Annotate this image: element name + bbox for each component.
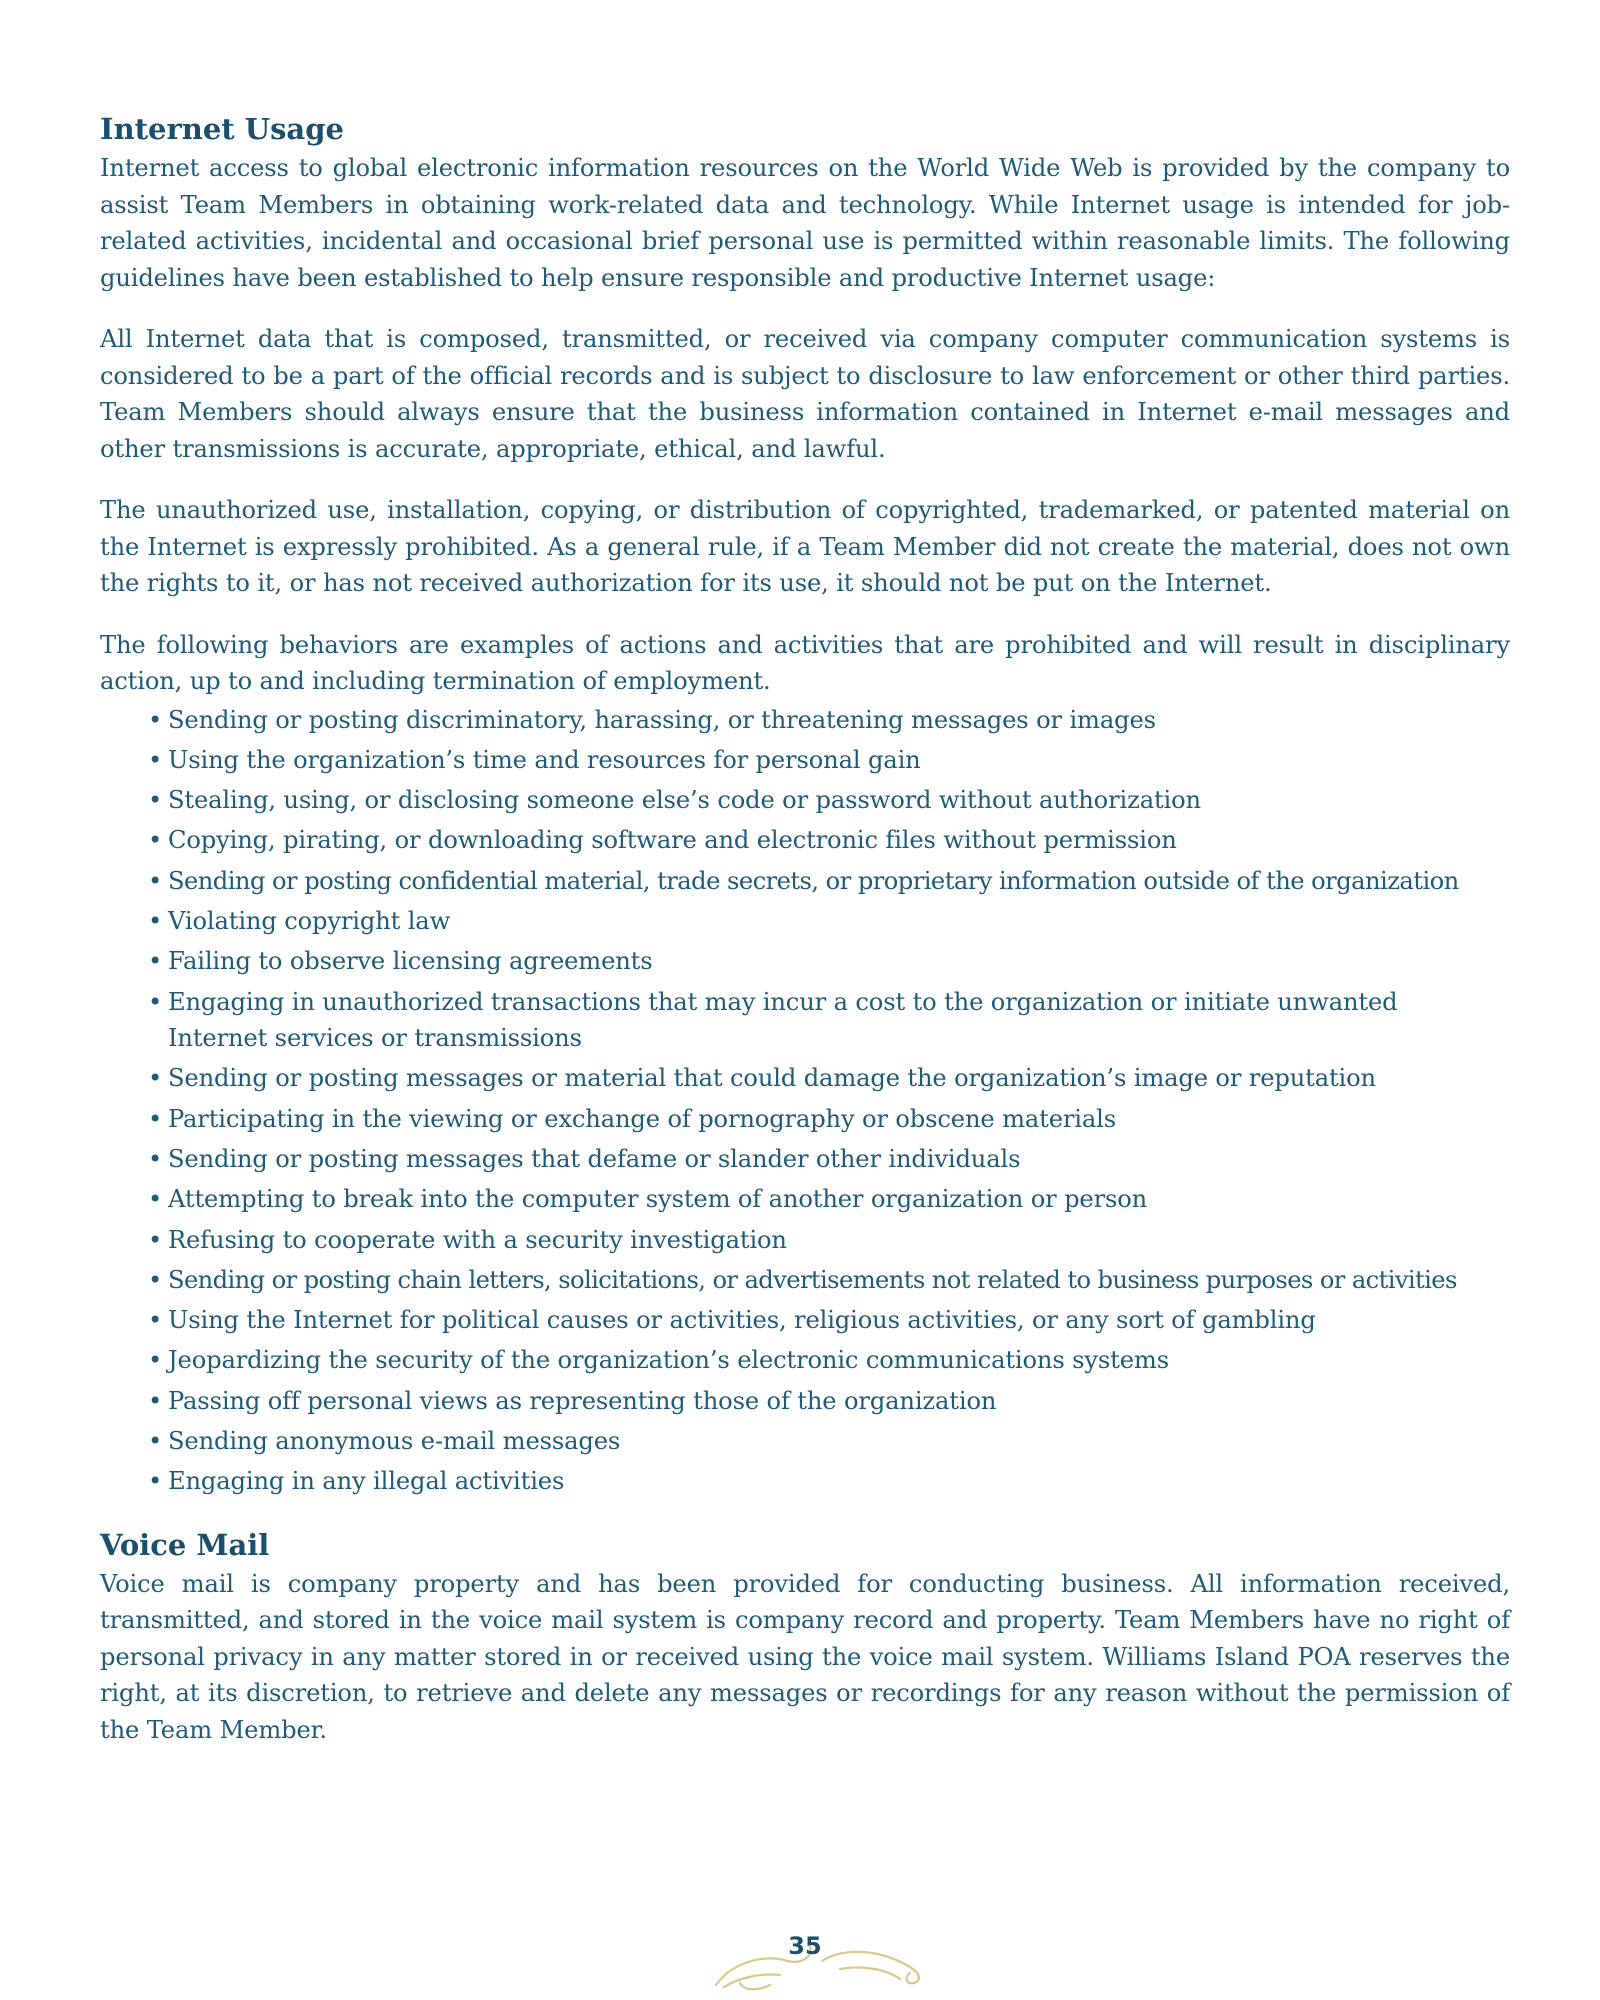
list-item: • Using the Internet for political causes or activities, religious activities, or any sort of gambling [148,1302,1510,1339]
page-number: 35 [788,1932,822,1960]
list-item: • Jeopardizing the security of the organization’s electronic communications systems [148,1342,1510,1379]
list-item: • Using the organization’s time and resources for personal gain [148,742,1510,779]
bullet-icon: • [148,987,163,1016]
bullet-icon: • [148,745,163,774]
list-item: • Sending or posting messages that defame or slander other individuals [148,1141,1510,1178]
bullet-icon: • [148,1346,163,1375]
bullet-icon: • [148,1104,163,1133]
bullet-icon: • [148,1265,162,1294]
bullet-icon: • [148,866,162,895]
list-item: • Attempting to break into the computer system of another organization or person [148,1181,1510,1218]
page-footer [710,1925,930,1995]
list-item: • Failing to observe licensing agreements [148,943,1510,980]
voice-mail-paragraph: Voice mail is company property and has been provided for conducting business. All information received, transmitted, and stored in the voice mail system is company record and property. Team Members have no right of personal privacy in any matter stored in or received using the voice mail system. Williams Island POA reserves the right, at its discretion, to retrieve and delete any messages or recordings for any reason without the permission of the Team Member. [100,1569,1510,1744]
bullet-icon: • [148,826,163,855]
bullet-icon: • [148,1467,163,1496]
list-item: • Refusing to cooperate with a security investigation [148,1222,1510,1259]
internet-usage-heading: Internet Usage [100,112,344,146]
voice-mail-section [100,1526,1510,1749]
bullet-icon: • [148,1144,163,1173]
page-content [100,110,1510,1748]
bullet-icon: • [148,906,163,935]
list-item: • Violating copyright law [148,903,1510,940]
prohibited-behaviors-list [100,702,1510,1500]
internet-usage-paragraph-3: The unauthorized use, installation, copying, or distribution of copyrighted, trademarked, or patented material on the Internet is expressly prohibited. As a general rule, if a Team Member did not create the material, does not own the rights to it, or has not received authorization for its use, it should not be put on the Internet. [100,496,1510,597]
list-item: • Engaging in unauthorized transactions that may incur a cost to the organization or initiate unwanted Internet services or transmissions [148,984,1510,1057]
bullet-icon: • [148,1427,163,1456]
list-item: • Sending or posting messages or material that could damage the organization’s image or reputation [148,1060,1510,1097]
list-item: • Sending or posting chain letters, solicitations, or advertisements not related to business purposes or activities [148,1262,1510,1299]
list-item: • Copying, pirating, or downloading software and electronic files without permission [148,822,1510,859]
bullet-icon: • [148,1386,163,1415]
bullet-icon: • [148,947,163,976]
list-item: • Participating in the viewing or exchange of pornography or obscene materials [148,1101,1510,1138]
internet-usage-paragraph-1: Internet access to global electronic information resources on the World Wide Web is provided by the company to assist Team Members in obtaining work-related data and technology. While Internet usage is intended for job-related activities, incidental and occasional brief personal use is permitted within reasonable limits. The following guidelines have been established to help ensure responsible and productive Internet usage: [100,154,1510,292]
list-item: • Sending anonymous e-mail messages [148,1423,1510,1460]
internet-usage-paragraph-2: All Internet data that is composed, transmitted, or received via company computer communication systems is considered to be a part of the official records and is subject to disclosure to law enforcement or other third parties. Team Members should always ensure that the business information contained in Internet e-mail messages and other transmissions is accurate, appropriate, ethical, and lawful. [100,325,1510,463]
bullet-icon: • [148,786,163,815]
list-item: • Sending or posting discriminatory, harassing, or threatening messages or images [148,702,1510,739]
internet-usage-section [100,110,1510,1500]
list-item: • Engaging in any illegal activities [148,1463,1510,1500]
bullet-icon: • [148,1225,163,1254]
voice-mail-heading: Voice Mail [100,1527,270,1562]
bullet-icon: • [148,1185,163,1214]
bullet-icon: • [148,705,163,734]
bullet-icon: • [148,1306,163,1335]
list-item: • Stealing, using, or disclosing someone else’s code or password without authorization [148,782,1510,819]
list-item: • Sending or posting confidential material, trade secrets, or proprietary information outside of the organization [148,863,1510,900]
internet-usage-paragraph-4: The following behaviors are examples of actions and activities that are prohibited and will result in disciplinary action, up to and including termination of employment. [100,630,1510,695]
list-item: • Passing off personal views as representing those of the organization [148,1383,1510,1420]
bullet-icon: • [148,1064,163,1093]
